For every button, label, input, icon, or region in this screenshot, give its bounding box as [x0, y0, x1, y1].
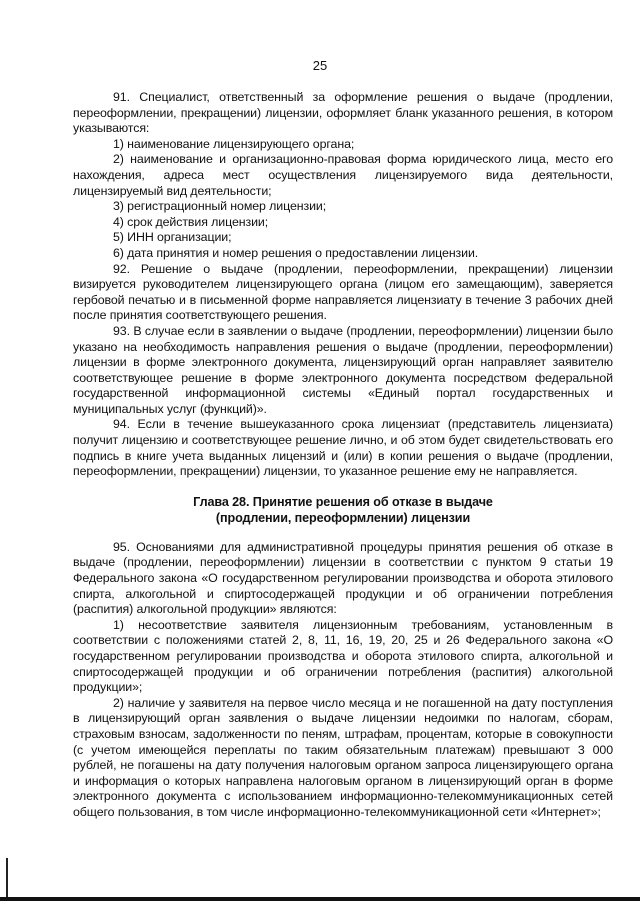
paragraph-94: 94. Если в течение вышеуказанного срока лицензиат (представитель лицензиата) получит лицензию и соответствующее решение лично, и об этом будет свидетельствовать его подпись в книге учета выданных лицензий и (или) в копии решения о выдаче (продлении, переоформлении, прекращении) лицензии, то указанное решение ему не направляется.: [73, 417, 613, 479]
list-item: 6) дата принятия и номер решения о предоставлении лицензии.: [113, 245, 479, 260]
chapter-heading: [73, 494, 613, 526]
paragraph-91: 91. Специалист, ответственный за оформление решения о выдаче (продлении, переоформлении, прекращении) лицензии, оформляет бланк указанного решения, в котором указываются:: [73, 90, 613, 136]
list-item: 1) наименование лицензирующего органа;: [113, 136, 355, 151]
paragraph-93: 93. В случае если в заявлении о выдаче (продлении, переоформлении) лицензии было указано на необходимость направления решения о выдаче (продлении, переоформлении) лицензии в форме электронного документа, лицензирующий орган направляет заявителю соответствующее решение в форме электронного документа посредством федеральной государственной информационной системы «Единый портал государственных и муниципальных услуг (функций)».: [73, 323, 613, 416]
paragraph-92: 92. Решение о выдаче (продлении, переоформлении, прекращении) лицензии визируется руководителем лицензирующего органа (лицом его замещающим), заверяется гербовой печатью и в письменной форме направляется лицензиату в течение 3 рабочих дней после принятия соответствующего решения.: [73, 261, 613, 323]
list-item: 2) наличие у заявителя на первое число месяца и не погашенной на дату поступления в лицензирующий орган заявления о выдаче лицензии недоимки по налогам, сборам, страховым взносам, задолженности по пеням, штрафам, процентам, которые в совокупности (с учетом имеющейся переплаты по таким обязательным платежам) превышают 3 000 рублей, не погашены на дату получения налоговым органом запроса лицензирующего органа и информация о которых направлена налоговым органом в лицензирующий орган в форме электронного документа с использованием информационно-телекоммуникационных сетей общего пользования, в том числе информационно-телекоммуникационной сети «Интернет»;: [73, 695, 613, 819]
scan-edge-mark: [6, 858, 8, 898]
list-item: 1) несоответствие заявителя лицензионным требованиям, установленным в соответствии с положениями статей 2, 8, 11, 16, 19, 20, 25 и 26 Федерального закона «О государственном регулировании производства и оборота этилового спирта, алкогольной и спиртосодержащей продукции и об ограничении потребления (распития) алкогольной продукции»;: [73, 617, 613, 695]
page-number: 25: [312, 58, 328, 73]
section-before-heading: [73, 90, 613, 480]
list-item: 5) ИНН организации;: [113, 230, 232, 245]
document-body: [73, 90, 613, 821]
list-item: 3) регистрационный номер лицензии;: [113, 199, 327, 214]
section-after-heading: [73, 540, 613, 821]
list-item: 4) срок действия лицензии;: [113, 214, 269, 229]
scan-bottom-edge: [0, 897, 640, 901]
list-item: 2) наименование и организационно-правовая форма юридического лица, место его нахождения, адреса мест осуществления лицензируемого вида деятельности, лицензируемый вид деятельности;: [73, 152, 613, 198]
paragraph-95: 95. Основаниями для административной процедуры принятия решения об отказе в выдаче (продлении, переоформлении) лицензии в соответствии с пунктом 9 статьи 19 Федерального закона «О государственном регулировании производства и оборота этилового спирта, алкогольной и спиртосодержащей продукции и об ограничении потребления (распития) алкогольной продукции» являются:: [73, 539, 613, 617]
chapter-heading-line2: (продлении, переоформлении) лицензии: [215, 510, 471, 525]
chapter-heading-line1: Глава 28. Принятие решения об отказе в выдаче: [193, 494, 493, 509]
